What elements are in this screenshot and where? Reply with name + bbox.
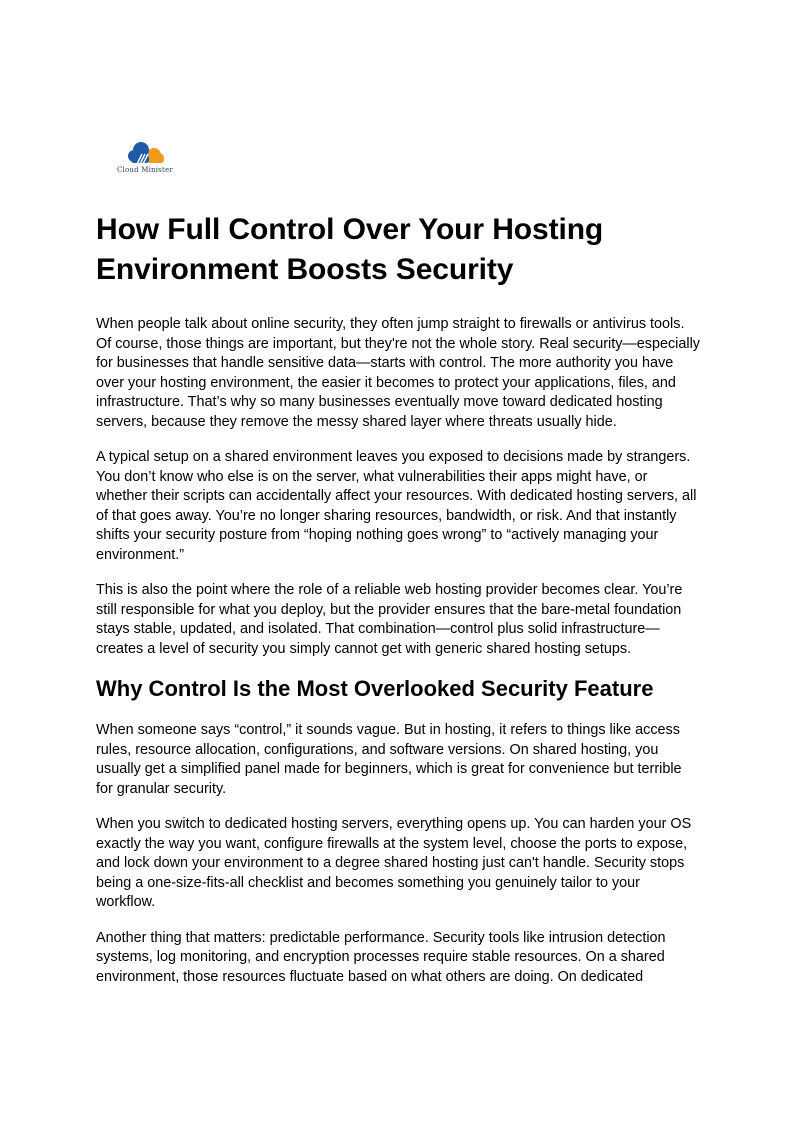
company-logo bbox=[117, 140, 173, 176]
intro-paragraph-3: This is also the point where the role of a reliable web hosting provider becomes clear. You’re still responsible for what you deploy, but the provider ensures that the bare-metal foundation stays stable, updated, and isolated. That combination—control plus solid infrastructure—creates a level of security you simply cannot get with generic shared hosting setups. bbox=[96, 582, 683, 657]
page-title: How Full Control Over Your Hosting Environment Boosts Security bbox=[96, 213, 604, 286]
intro-paragraph-2: A typical setup on a shared environment leaves you exposed to decisions made by strangers. You don’t know who else is on the server, what vulnerabilities their apps might have, or whether their scripts can accidentally affect your resources. With dedicated hosting servers, all of that goes away. You’re no longer sharing resources, bandwidth, or risk. And that instantly shifts your security posture from “hoping nothing goes wrong” to “actively managing your environment.” bbox=[96, 449, 697, 563]
cloud-logo-icon bbox=[117, 140, 173, 168]
logo-caption: Cloud Minister bbox=[117, 166, 173, 174]
section-heading: Why Control Is the Most Overlooked Security Feature bbox=[96, 676, 654, 701]
section-paragraph-1: When someone says “control,” it sounds vague. But in hosting, it refers to things like access rules, resource allocation, configurations, and software versions. On shared hosting, you usually get a simplified panel made for beginners, which is great for convenience but terrible for granular security. bbox=[96, 722, 682, 797]
intro-paragraph-1: When people talk about online security, they often jump straight to firewalls or antivirus tools. Of course, those things are important, but they're not the whole story. Real security—especially for businesses that handle sensitive data—starts with control. The more authority you have over your hosting environment, the easier it becomes to protect your applications, files, and infrastructure. That’s why so many businesses eventually move toward dedicated hosting servers, because they remove the messy shared layer where threats usually hide. bbox=[96, 316, 700, 430]
section-paragraph-3: Another thing that matters: predictable performance. Security tools like intrusion detection systems, log monitoring, and encryption processes require stable resources. On a shared environment, those resources fluctuate based on what others are doing. On dedicated bbox=[96, 929, 666, 985]
article-content bbox=[96, 210, 702, 1003]
section-paragraph-2: When you switch to dedicated hosting servers, everything opens up. You can harden your OS exactly the way you want, configure firewalls at the system level, choose the ports to expose, and lock down your environment to a degree shared hosting just can't handle. Security stops being a one-size-fits-all checklist and becomes something you genuinely tailor to your workflow. bbox=[96, 816, 692, 910]
